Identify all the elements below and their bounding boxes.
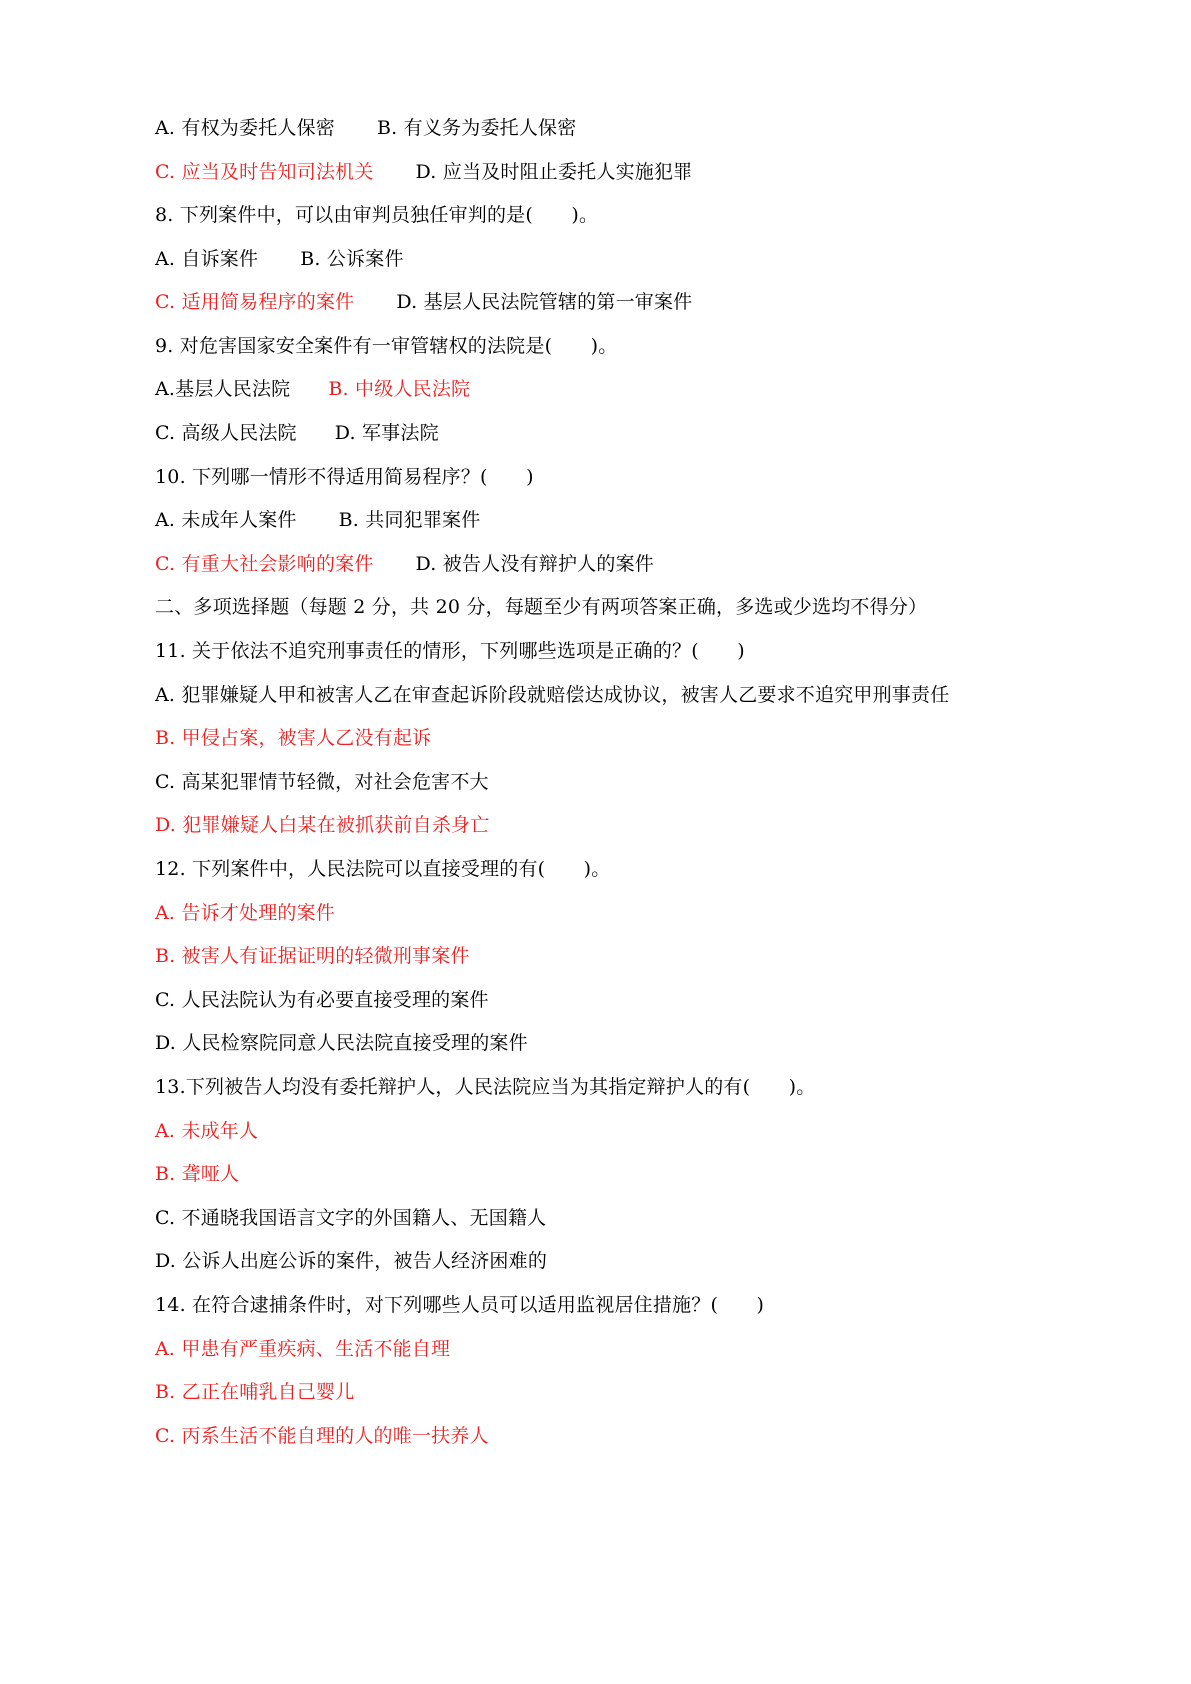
q9-options-row-1 xyxy=(155,374,470,404)
q7-option-a: A. 有权为委托人保密 xyxy=(155,117,336,139)
q13-option-c: C. 不通晓我国语言文字的外国籍人、无国籍人 xyxy=(155,1207,547,1229)
q9-stem: 9. 对危害国家安全案件有一审管辖权的法院是( )。 xyxy=(155,335,618,357)
q14-option-c: C. 丙系生活不能自理的人的唯一扶养人 xyxy=(155,1425,489,1447)
q10-options-row-1 xyxy=(155,505,480,535)
q7-options-row-2 xyxy=(155,157,692,187)
q9-option-a: A.基层人民法院 xyxy=(155,378,291,400)
q7-option-c: C. 应当及时告知司法机关 xyxy=(155,161,374,183)
q9-option-d: D. 军事法院 xyxy=(334,422,439,444)
q11-option-b: B. 甲侵占案，被害人乙没有起诉 xyxy=(155,727,432,749)
q10-option-c: C. 有重大社会影响的案件 xyxy=(155,553,374,575)
q9-options-row-2 xyxy=(155,418,439,448)
q8-option-a: A. 自诉案件 xyxy=(155,248,259,270)
q12-option-c: C. 人民法院认为有必要直接受理的案件 xyxy=(155,989,489,1011)
q9-option-c: C. 高级人民法院 xyxy=(155,422,297,444)
q9-option-b: B. 中级人民法院 xyxy=(328,378,471,400)
q8-option-c: C. 适用简易程序的案件 xyxy=(155,291,355,313)
q12-option-a: A. 告诉才处理的案件 xyxy=(155,902,336,924)
q11-option-c: C. 高某犯罪情节轻微，对社会危害不大 xyxy=(155,771,489,793)
q10-option-d: D. 被告人没有辩护人的案件 xyxy=(415,553,654,575)
q10-options-row-2 xyxy=(155,549,654,579)
q8-options-row-2 xyxy=(155,287,692,317)
q7-option-b: B. 有义务为委托人保密 xyxy=(377,117,577,139)
section-heading-multiple-choice: 二、多项选择题（每题 2 分，共 20 分，每题至少有两项答案正确，多选或少选均不得分） xyxy=(155,596,928,618)
q8-option-b: B. 公诉案件 xyxy=(300,248,404,270)
q11-option-a: A. 犯罪嫌疑人甲和被害人乙在审查起诉阶段就赔偿达成协议，被害人乙要求不追究甲刑事责任 xyxy=(155,684,950,706)
q12-stem: 12. 下列案件中，人民法院可以直接受理的有( )。 xyxy=(155,858,611,880)
q13-option-a: A. 未成年人 xyxy=(155,1120,259,1142)
q14-option-b: B. 乙正在哺乳自己婴儿 xyxy=(155,1381,355,1403)
q10-option-b: B. 共同犯罪案件 xyxy=(338,509,481,531)
q13-option-b: B. 聋哑人 xyxy=(155,1163,240,1185)
q8-options-row-1 xyxy=(155,244,404,274)
q7-options-row-1 xyxy=(155,113,576,143)
q11-option-d: D. 犯罪嫌疑人白某在被抓获前自杀身亡 xyxy=(155,814,490,836)
q14-stem: 14. 在符合逮捕条件时，对下列哪些人员可以适用监视居住措施？( ) xyxy=(155,1294,765,1316)
q10-option-a: A. 未成年人案件 xyxy=(155,509,297,531)
q11-stem: 11. 关于依法不追究刑事责任的情形，下列哪些选项是正确的？( ) xyxy=(155,640,745,662)
q8-option-d: D. 基层人民法院管辖的第一审案件 xyxy=(396,291,693,313)
q13-stem: 13.下列被告人均没有委托辩护人，人民法院应当为其指定辩护人的有( )。 xyxy=(155,1076,816,1098)
q12-option-b: B. 被害人有证据证明的轻微刑事案件 xyxy=(155,945,470,967)
q14-option-a: A. 甲患有严重疾病、生活不能自理 xyxy=(155,1338,451,1360)
q10-stem: 10. 下列哪一情形不得适用简易程序？( ) xyxy=(155,466,534,488)
q12-option-d: D. 人民检察院同意人民法院直接受理的案件 xyxy=(155,1032,528,1054)
q7-option-d: D. 应当及时阻止委托人实施犯罪 xyxy=(415,161,693,183)
q8-stem: 8. 下列案件中，可以由审判员独任审判的是( )。 xyxy=(155,204,599,226)
q13-option-d: D. 公诉人出庭公诉的案件，被告人经济困难的 xyxy=(155,1250,548,1272)
